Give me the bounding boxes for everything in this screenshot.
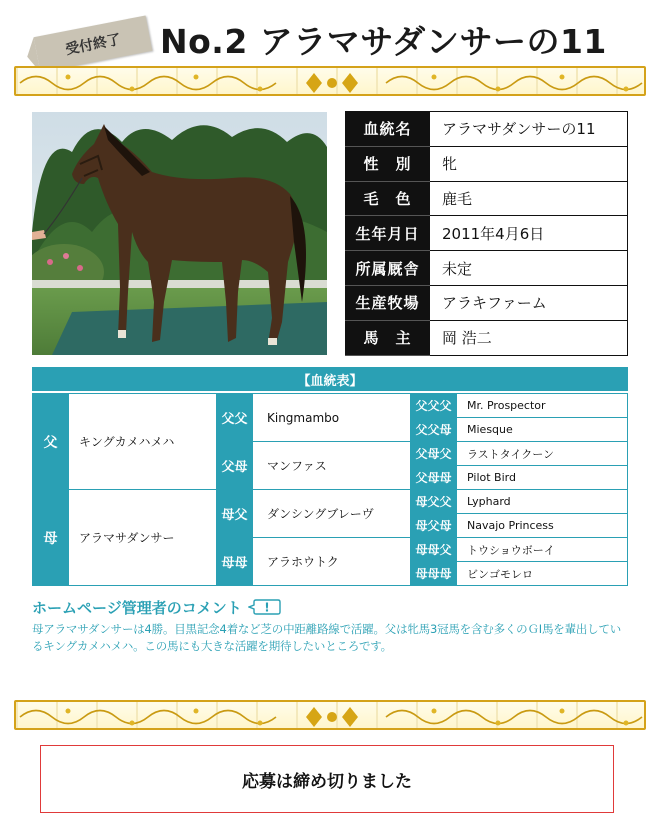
profile-row <box>346 251 628 286</box>
ssd-name: Miesque <box>457 418 628 442</box>
profile-value: 2011年4月6日 <box>430 216 628 251</box>
profile-label: 生年月日 <box>346 216 430 251</box>
page-title: No.2 アラマサダンサーの11 <box>160 22 607 61</box>
profile-value: 未定 <box>430 251 628 286</box>
ddd-name: ビンゴモレロ <box>457 562 628 586</box>
profile-row <box>346 181 628 216</box>
sdd-label: 父母母 <box>411 466 457 490</box>
application-closed-notice: 応募は締め切りました <box>40 745 614 813</box>
horse-photo <box>32 112 327 355</box>
profile-row <box>346 216 628 251</box>
profile-row <box>346 285 628 320</box>
ss-label: 父父 <box>217 394 253 442</box>
sd-name: マンファス <box>253 442 411 490</box>
sss-label: 父父父 <box>411 394 457 418</box>
dds-name: トウショウボーイ <box>457 538 628 562</box>
dsd-name: Navajo Princess <box>457 514 628 538</box>
dds-label: 母母父 <box>411 538 457 562</box>
dsd-label: 母父母 <box>411 514 457 538</box>
ornament-divider-top <box>14 66 646 96</box>
dam-name: アラマサダンサー <box>69 490 217 586</box>
sdd-name: Pilot Bird <box>457 466 628 490</box>
profile-label: 性 別 <box>346 146 430 181</box>
sire-label: 父 <box>33 394 69 490</box>
ssd-label: 父父母 <box>411 418 457 442</box>
comment-body: 母アラマサダンサーは4勝。目黒記念4着など芝の中距離路線で活躍。父は牝馬3冠馬を含む多くのＧⅠ馬を輩出しているキングカメハメハ。この馬にも大きな活躍を期待したいところです。 <box>32 622 622 653</box>
pedigree-heading: 【血統表】 <box>32 367 628 391</box>
status-ribbon: 受付終了 <box>34 15 153 72</box>
profile-value: 岡 浩二 <box>430 320 628 355</box>
profile-row <box>346 320 628 355</box>
profile-row <box>346 146 628 181</box>
sd-label: 父母 <box>217 442 253 490</box>
profile-value: 鹿毛 <box>430 181 628 216</box>
profile-label: 生産牧場 <box>346 285 430 320</box>
sire-name: キングカメハメハ <box>69 394 217 490</box>
sds-label: 父母父 <box>411 442 457 466</box>
dam-label: 母 <box>33 490 69 586</box>
ornament-divider-bottom <box>14 700 646 730</box>
profile-value: アラキファーム <box>430 285 628 320</box>
profile-row <box>346 112 628 147</box>
profile-label: 所属厩舎 <box>346 251 430 286</box>
ds-label: 母父 <box>217 490 253 538</box>
profile-label: 馬 主 <box>346 320 430 355</box>
profile-value: 牝 <box>430 146 628 181</box>
svg-text:!: ! <box>263 600 270 615</box>
horse-profile-table <box>345 111 628 356</box>
dd-label: 母母 <box>217 538 253 586</box>
dss-name: Lyphard <box>457 490 628 514</box>
profile-label: 血統名 <box>346 112 430 147</box>
pedigree-table <box>32 393 628 586</box>
sss-name: Mr. Prospector <box>457 394 628 418</box>
comment-title-text: ホームページ管理者のコメント <box>32 598 242 617</box>
ds-name: ダンシングブレーヴ <box>253 490 411 538</box>
speech-bubble-icon <box>248 598 282 616</box>
ss-name: Kingmambo <box>253 394 411 442</box>
ddd-label: 母母母 <box>411 562 457 586</box>
dss-label: 母父父 <box>411 490 457 514</box>
dd-name: アラホウトク <box>253 538 411 586</box>
sds-name: ラストタイクーン <box>457 442 628 466</box>
profile-value: アラマサダンサーの11 <box>430 112 628 147</box>
profile-label: 毛 色 <box>346 181 430 216</box>
comment-title <box>32 597 282 617</box>
